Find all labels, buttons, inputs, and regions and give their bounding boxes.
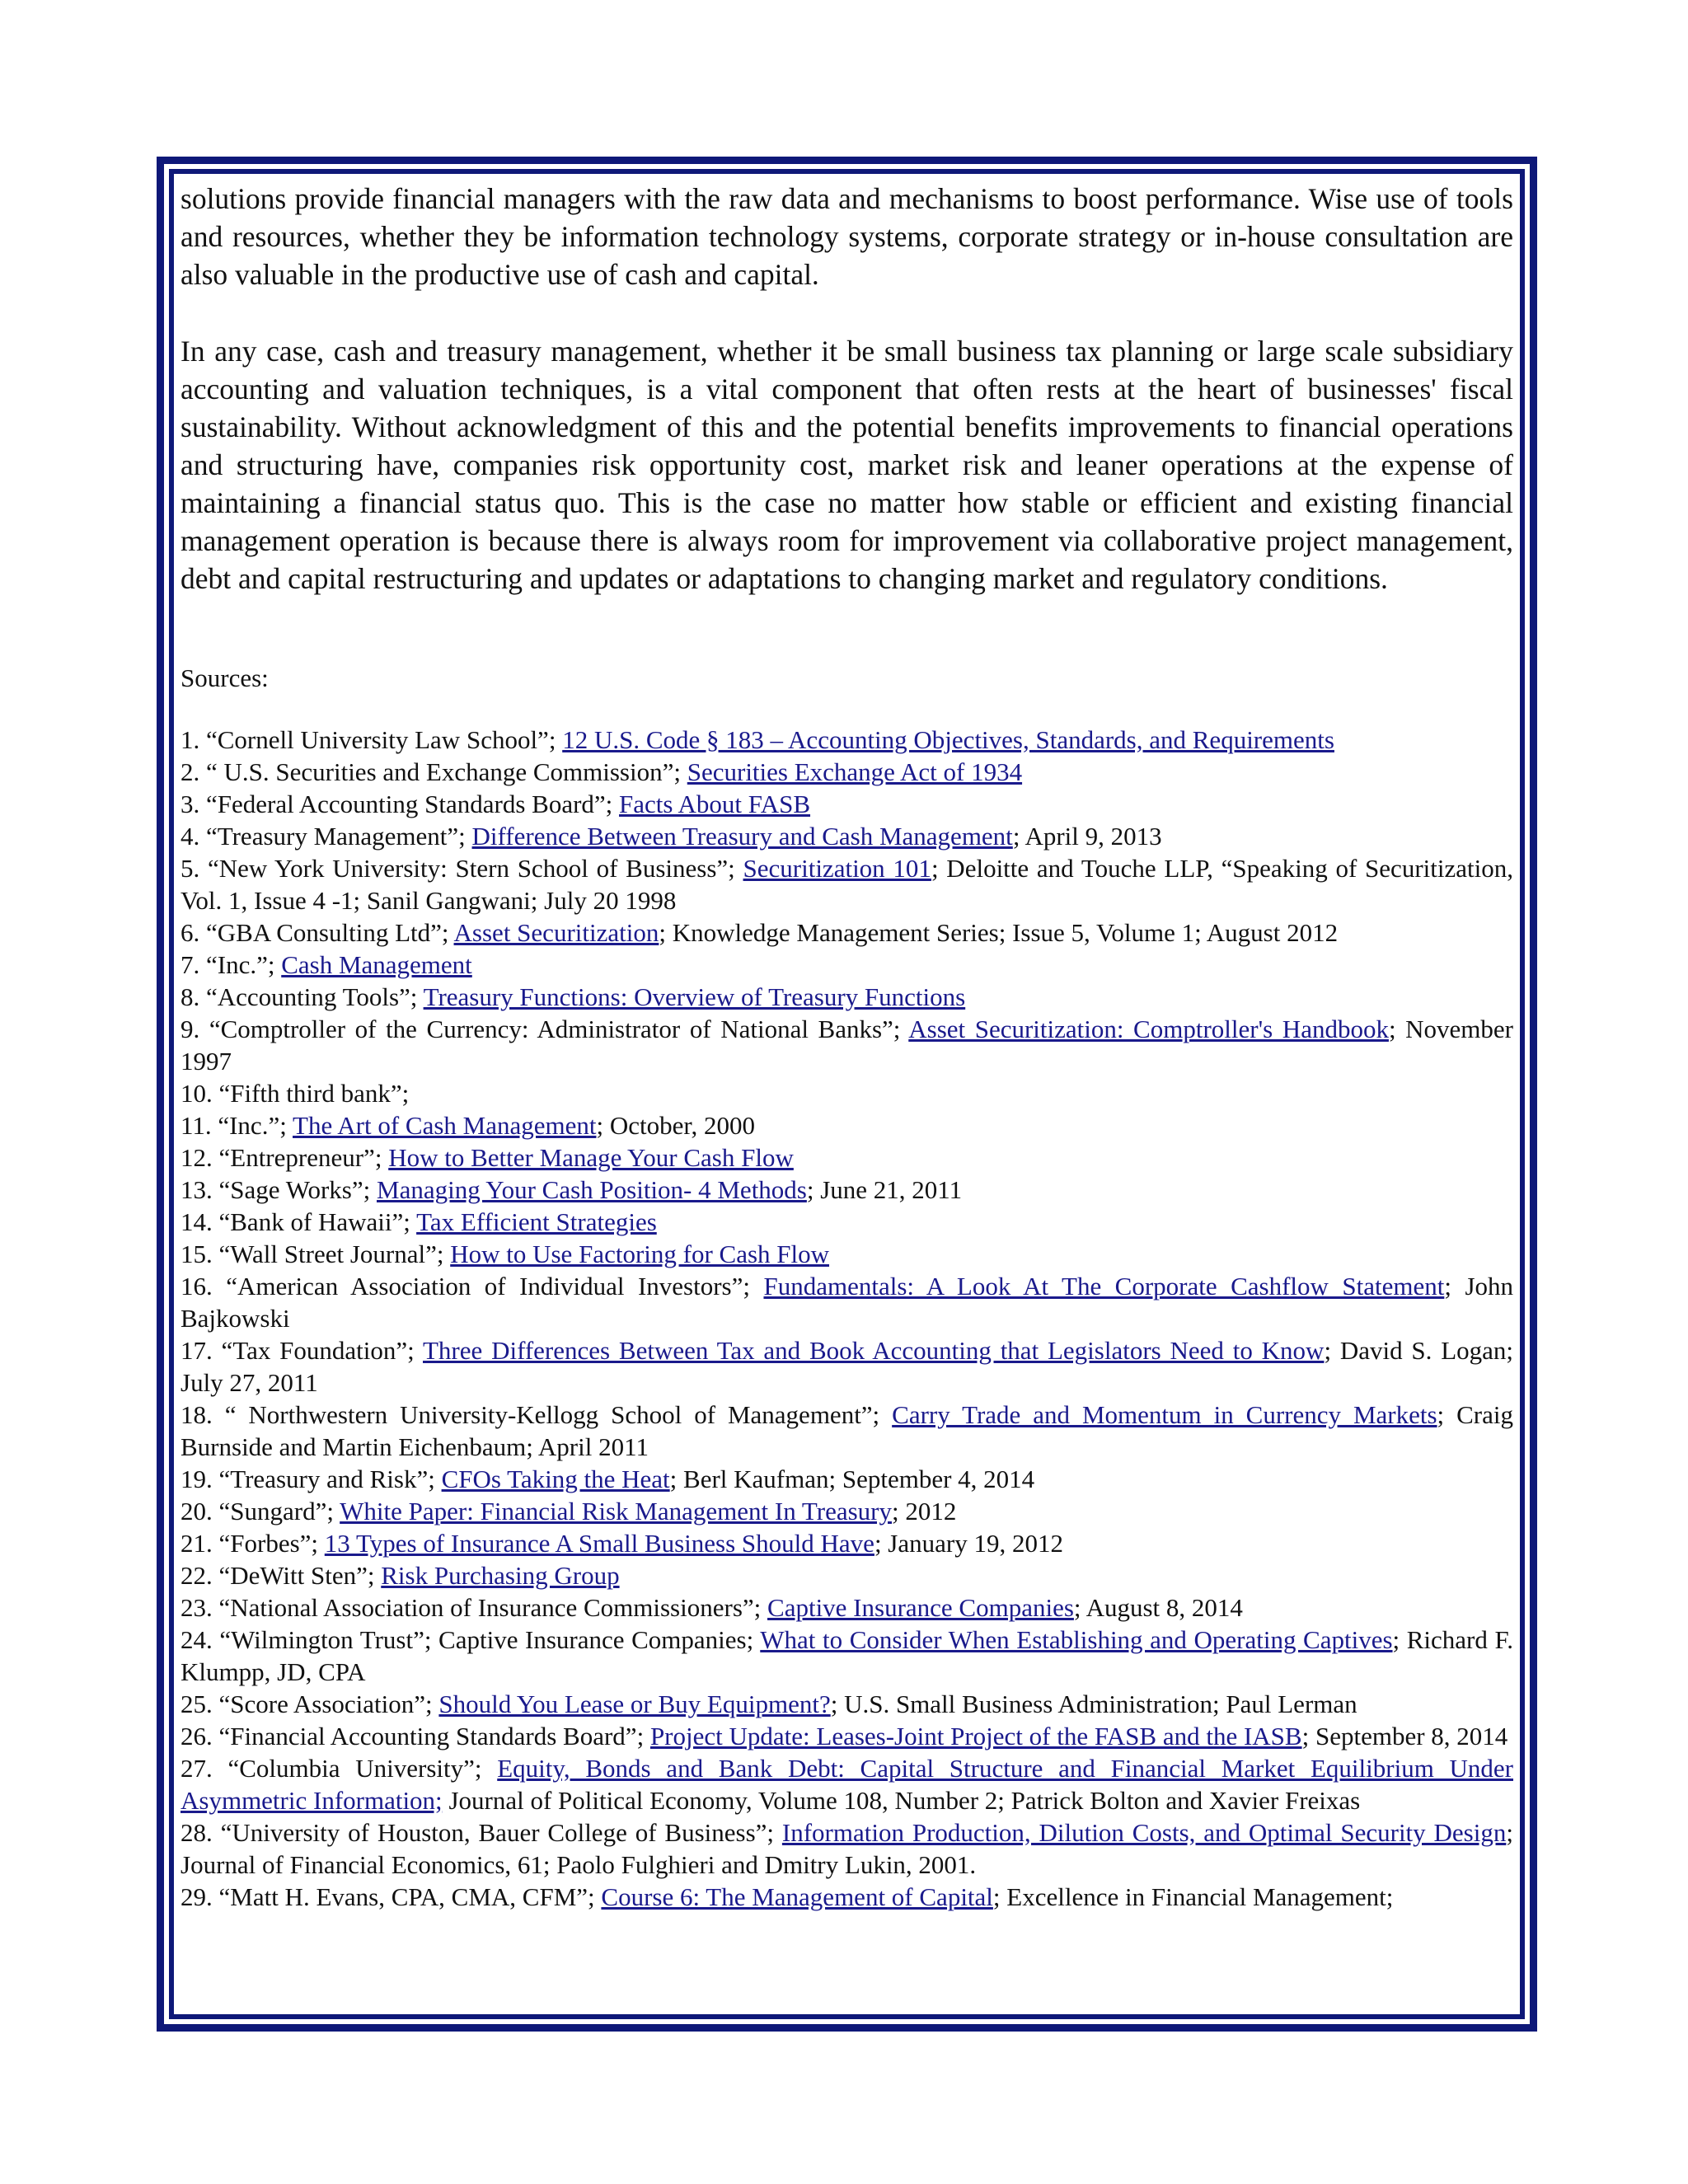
source-item [181,1270,1513,1334]
source-link[interactable]: CFOs Taking the Heat [441,1465,670,1493]
document-body [181,180,1513,1913]
source-suffix: ; Richard F. Klumpp, JD, CPA [181,1625,1513,1686]
sources-list [181,724,1513,1913]
source-suffix: ; Excellence in Financial Management; [992,1882,1394,1911]
source-suffix: ; August 8, 2014 [1073,1593,1243,1622]
body-paragraph-1: solutions provide financial managers with the raw data and mechanisms to boost performance. Wise use of tools and resources, whether they be information technology systems, corporate strategy or in-house consultation are also valuable in the productive use of cash and capital. [181,182,1513,291]
source-link[interactable]: How to Better Manage Your Cash Flow [388,1143,794,1172]
source-link[interactable]: 12 U.S. Code § 183 – Accounting Objectives, Standards, and Requirements [562,725,1334,754]
source-prefix: 16. “American Association of Individual Investors”; [181,1272,764,1301]
source-item [181,1109,1513,1141]
source-item [181,1013,1513,1077]
source-item [181,916,1513,949]
source-prefix: 25. “Score Association”; [181,1690,439,1718]
source-link[interactable]: Cash Management [281,950,472,979]
source-link[interactable]: Securitization 101 [743,854,931,883]
source-suffix: ; Berl Kaufman; September 4, 2014 [669,1465,1035,1493]
source-item [181,981,1513,1013]
source-prefix: 22. “DeWitt Sten”; [181,1561,382,1590]
source-prefix: 21. “Forbes”; [181,1529,325,1558]
source-prefix: 14. “Bank of Hawaii”; [181,1207,417,1236]
source-item [181,756,1513,788]
source-link[interactable]: Information Production, Dilution Costs, and Optimal Security Design [781,1818,1507,1847]
source-prefix: 20. “Sungard”; [181,1497,340,1526]
source-link[interactable]: Managing Your Cash Position- 4 Methods [377,1175,807,1204]
source-prefix: 23. “National Association of Insurance Commissioners”; [181,1593,768,1622]
source-link[interactable]: Asset Securitization [453,918,659,947]
source-link[interactable]: Should You Lease or Buy Equipment? [438,1690,831,1718]
source-link[interactable]: 13 Types of Insurance A Small Business Should Have [324,1529,874,1558]
source-prefix: 24. “Wilmington Trust”; Captive Insurance Companies; [181,1625,761,1654]
source-link[interactable]: How to Use Factoring for Cash Flow [450,1240,830,1268]
source-item [181,1881,1513,1913]
sources-heading: Sources: [181,663,269,692]
source-link[interactable]: Treasury Functions: Overview of Treasury Functions [423,982,966,1011]
source-prefix: 5. “New York University: Stern School of Business”; [181,854,743,883]
source-prefix: 8. “Accounting Tools”; [181,982,424,1011]
source-link[interactable]: Equity, Bonds and Bank Debt: Capital Structure and Financial Market Equilibrium Under Asymmetric Information; [181,1754,1513,1815]
source-suffix: ; January 19, 2012 [874,1529,1063,1558]
source-suffix: ; September 8, 2014 [1301,1722,1508,1750]
source-suffix: Journal of Political Economy, Volume 108, Number 2; Patrick Bolton and Xavier Freixas [442,1786,1361,1815]
source-prefix: 26. “Financial Accounting Standards Board”; [181,1722,650,1750]
source-link[interactable]: Carry Trade and Momentum in Currency Markets [892,1400,1437,1429]
source-item [181,1527,1513,1559]
source-prefix: 10. “Fifth third bank”; [181,1079,410,1108]
source-link[interactable]: Project Update: Leases-Joint Project of the FASB and the IASB [649,1722,1302,1750]
source-link[interactable]: Three Differences Between Tax and Book Accounting that Legislators Need to Know [423,1336,1325,1365]
source-link[interactable]: Tax Efficient Strategies [416,1207,657,1236]
source-prefix: 17. “Tax Foundation”; [181,1336,423,1365]
source-item [181,1334,1513,1399]
source-link[interactable]: Risk Purchasing Group [381,1561,620,1590]
source-item [181,949,1513,981]
source-item [181,820,1513,852]
source-prefix: 12. “Entrepreneur”; [181,1143,389,1172]
source-prefix: 7. “Inc.”; [181,950,282,979]
source-suffix: ; John Bajkowski [181,1272,1514,1333]
source-item [181,1559,1513,1591]
source-prefix: 4. “Treasury Management”; [181,822,472,851]
source-item [181,1206,1513,1238]
source-suffix: ; 2012 [891,1497,957,1526]
source-prefix: 19. “Treasury and Risk”; [181,1465,442,1493]
source-item [181,1174,1513,1206]
source-item [181,1752,1513,1816]
source-prefix: 1. “Cornell University Law School”; [181,725,563,754]
source-prefix: 3. “Federal Accounting Standards Board”; [181,790,620,818]
source-link[interactable]: Course 6: The Management of Capital [601,1882,993,1911]
source-item [181,1688,1513,1720]
source-prefix: 6. “GBA Consulting Ltd”; [181,918,454,947]
source-item [181,852,1513,916]
source-link[interactable]: Securities Exchange Act of 1934 [687,757,1023,786]
source-link[interactable]: Facts About FASB [619,790,811,818]
source-link[interactable]: Asset Securitization: Comptroller's Handbook [908,1015,1389,1043]
source-item [181,1591,1513,1624]
source-suffix: ; Journal of Financial Economics, 61; Paolo Fulghieri and Dmitry Lukin, 2001. [181,1818,1513,1879]
source-suffix: ; April 9, 2013 [1012,822,1162,851]
source-suffix: ; November 1997 [181,1015,1513,1076]
source-link[interactable]: Difference Between Treasury and Cash Management [471,822,1013,851]
source-item [181,1720,1513,1752]
body-paragraph-2: In any case, cash and treasury management, whether it be small business tax planning or large scale subsidiary accounting and valuation techniques, is a vital component that often rests at the heart of businesses' fiscal sustainability. Without acknowledgment of this and the potential benefits improvements to financial operations and structuring have, companies risk opportunity cost, market risk and leaner operations at the expense of maintaining a financial status quo. This is the case no matter how stable or efficient and existing financial management operation is because there is always room for improvement via collaborative project management, debt and capital restructuring and updates or adaptations to changing market and regulatory conditions. [181,335,1513,595]
source-item [181,1463,1513,1495]
source-suffix: ; Craig Burnside and Martin Eichenbaum; April 2011 [181,1400,1513,1461]
source-item [181,1495,1513,1527]
source-link[interactable]: What to Consider When Establishing and Operating Captives [760,1625,1393,1654]
source-suffix: ; U.S. Small Business Administration; Paul Lerman [830,1690,1357,1718]
source-item [181,1238,1513,1270]
source-suffix: ; Knowledge Management Series; Issue 5, Volume 1; August 2012 [659,918,1339,947]
source-item [181,1077,1513,1109]
source-item [181,1399,1513,1463]
source-suffix: ; October, 2000 [596,1111,755,1140]
source-item [181,724,1513,756]
source-link[interactable]: Captive Insurance Companies [767,1593,1074,1622]
source-link[interactable]: White Paper: Financial Risk Management In Treasury [340,1497,892,1526]
source-prefix: 18. “ Northwestern University-Kellogg School of Management”; [181,1400,893,1429]
source-suffix: ; Deloitte and Touche LLP, “Speaking of Securitization, Vol. 1, Issue 4 -1; Sanil Gangwani; July 20 1998 [181,854,1513,915]
source-prefix: 15. “Wall Street Journal”; [181,1240,451,1268]
source-prefix: 2. “ U.S. Securities and Exchange Commission”; [181,757,687,786]
source-link[interactable]: Fundamentals: A Look At The Corporate Cashflow Statement [763,1272,1445,1301]
source-prefix: 28. “University of Houston, Bauer College of Business”; [181,1818,782,1847]
source-prefix: 27. “Columbia University”; [181,1754,498,1783]
source-item [181,1141,1513,1174]
source-item [181,1816,1513,1881]
source-prefix: 9. “Comptroller of the Currency: Administrator of National Banks”; [181,1015,909,1043]
source-suffix: ; David S. Logan; July 27, 2011 [181,1336,1514,1397]
source-suffix: ; June 21, 2011 [806,1175,963,1204]
source-item [181,788,1513,820]
source-prefix: 13. “Sage Works”; [181,1175,377,1204]
source-prefix: 11. “Inc.”; [181,1111,293,1140]
source-prefix: 29. “Matt H. Evans, CPA, CMA, CFM”; [181,1882,602,1911]
source-item [181,1624,1513,1688]
source-link[interactable]: The Art of Cash Management [293,1111,597,1140]
